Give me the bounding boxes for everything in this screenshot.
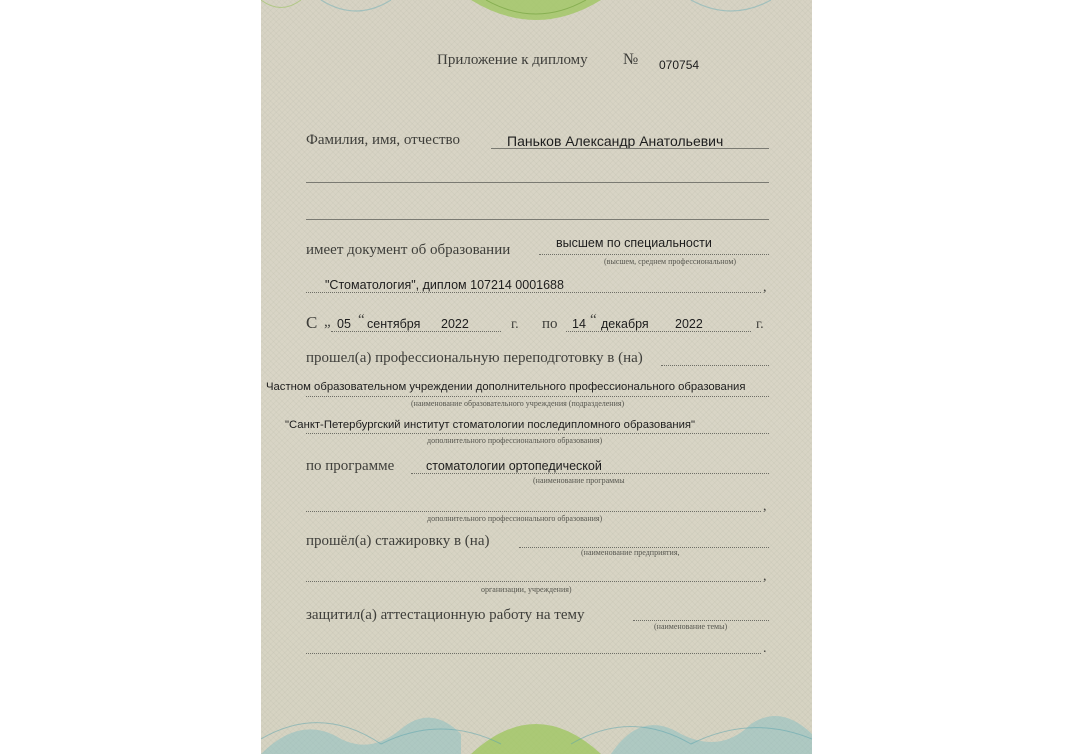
retraining-line	[661, 365, 769, 366]
fio-underline	[491, 148, 769, 149]
start-year: 2022	[441, 317, 469, 331]
institution-line-2-rule	[306, 433, 769, 434]
thesis-line-2-end: .	[763, 641, 767, 656]
internship-caption-1: (наименование предприятия,	[581, 548, 680, 557]
period-g1: г.	[511, 317, 519, 332]
fio-line-3	[306, 219, 769, 220]
program-label: по программе	[306, 458, 395, 474]
thesis-line	[633, 620, 769, 621]
institution-line-1: Частном образовательном учреждении дополнительного профессионального образования	[266, 381, 746, 393]
thesis-label: защитил(а) аттестационную работу на тему	[306, 607, 585, 623]
program-line-2-end: ,	[763, 499, 767, 514]
education-line	[539, 254, 769, 255]
end-month: декабря	[601, 317, 649, 331]
supplement-title: Приложение к диплому	[437, 52, 588, 68]
internship-line-2-end: ,	[763, 569, 767, 584]
fio-label: Фамилия, имя, отчество	[306, 132, 460, 148]
internship-caption-2: организации, учреждения)	[481, 585, 572, 594]
period-po: по	[542, 316, 558, 332]
diploma-number: 070754	[659, 58, 700, 72]
number-sign: №	[623, 51, 639, 68]
thesis-caption: (наименование темы)	[654, 622, 728, 631]
bottom-ornament	[261, 694, 812, 754]
period-prefix: С	[306, 313, 318, 332]
program-caption-1: (наименование программы	[533, 476, 625, 485]
education-line-2-end: ,	[763, 280, 767, 295]
institution-caption-2: дополнительного профессионального образования)	[427, 436, 603, 445]
period-g2: г.	[756, 317, 764, 332]
start-date-line	[331, 331, 501, 332]
start-month: сентября	[367, 317, 421, 331]
start-day: 05	[337, 317, 351, 331]
period-quote-open: „	[324, 314, 331, 330]
diploma-supplement-page	[261, 0, 812, 754]
program-line-2	[306, 511, 761, 512]
program-line	[411, 473, 769, 474]
institution-line-2: "Санкт-Петербургский институт стоматологии последипломного образования"	[285, 419, 696, 431]
education-caption: (высшем, среднем профессиональном)	[604, 257, 737, 266]
end-year: 2022	[675, 317, 703, 331]
end-day: 14	[572, 317, 586, 331]
thesis-line-2	[306, 653, 761, 654]
fio-value: Паньков Александр Анатольевич	[507, 133, 724, 149]
education-value-2: "Стоматология", диплом 107214 0001688	[325, 278, 564, 292]
program-caption-2: дополнительного профессионального образования)	[427, 514, 603, 523]
internship-line-2	[306, 581, 761, 582]
institution-caption-1: (наименование образовательного учреждения (подразделения)	[411, 399, 625, 408]
institution-line-1-rule	[306, 396, 769, 397]
education-label: имеет документ об образовании	[306, 242, 511, 258]
program-value: стоматологии ортопедической	[426, 459, 602, 473]
retraining-label: прошел(а) профессиональную переподготовку в (на)	[306, 350, 643, 366]
education-value: высшем по специальности	[556, 236, 712, 250]
fio-line-2	[306, 182, 769, 183]
top-ornament	[261, 0, 812, 60]
education-line-2	[306, 292, 761, 293]
internship-label: прошёл(а) стажировку в (на)	[306, 533, 490, 549]
end-date-line	[566, 331, 751, 332]
period-quote-close: “	[358, 312, 365, 328]
period-quote-close-2: “	[590, 312, 597, 328]
